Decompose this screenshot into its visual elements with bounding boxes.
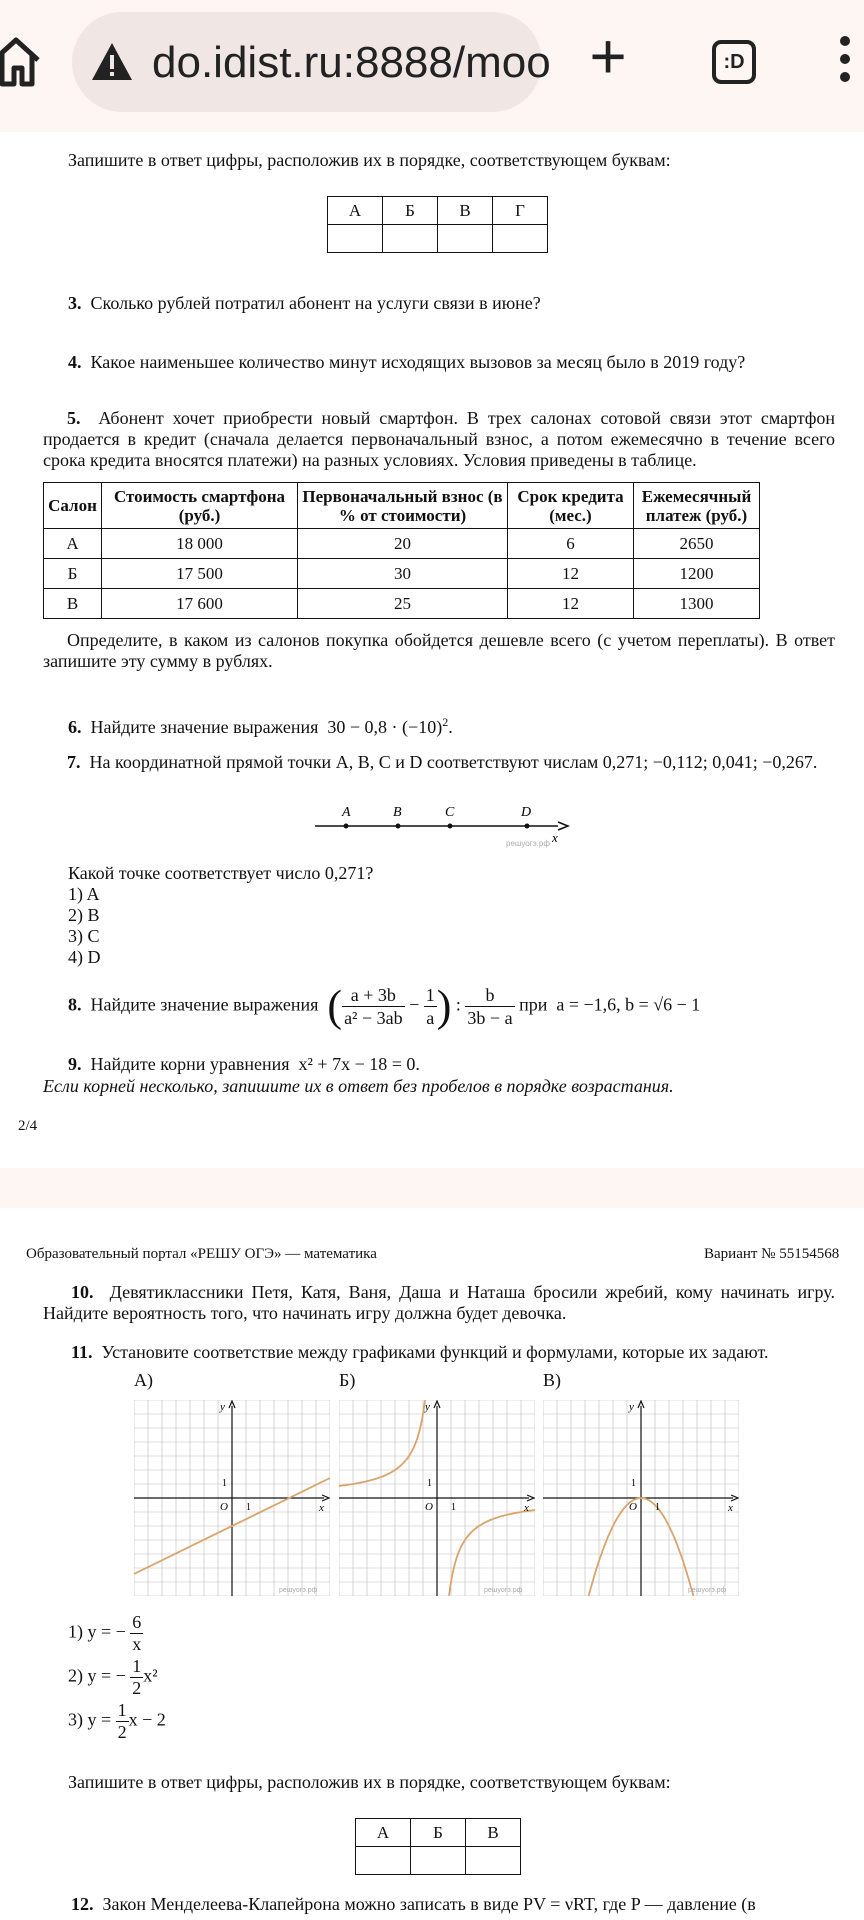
fraction-numerator: 1 (132, 1656, 142, 1676)
question-text: Закон Менделеева-Клапейрона можно записать в виде PV = νRT, где P — давление (в (102, 1894, 756, 1914)
url-text[interactable]: do.idist.ru:8888/moo (152, 38, 551, 87)
table-cell: 25 (298, 589, 508, 619)
table-header: Срок кредита (мес.) (508, 483, 634, 529)
fraction-denominator: a² − 3ab (344, 1008, 403, 1028)
condition-word: при (519, 994, 548, 1015)
table-header: Первоначальный взнос (в % от стоимости) (298, 483, 508, 529)
graph-c (543, 1400, 739, 1596)
point-label: B (393, 805, 402, 820)
answer-table-1 (327, 196, 548, 253)
origin-label: O (220, 1501, 228, 1513)
table-cell: 6 (508, 529, 634, 559)
question-7-prompt: Какой точке соответствует число 0,271? (68, 863, 374, 883)
table-cell: 1200 (634, 559, 760, 589)
table-cell: 12 (508, 559, 634, 589)
table-row (44, 559, 760, 589)
tab-switcher-button[interactable]: :D (712, 40, 756, 84)
table-cell: 2650 (634, 529, 760, 559)
fraction-denominator: 3b − a (467, 1008, 513, 1028)
answer-table-2-header: Б (411, 1819, 466, 1847)
question-7 (43, 752, 835, 773)
axis-y-label: y (220, 1401, 225, 1413)
tick-label: 1 (246, 1502, 251, 1513)
instruction-text: Запишите в ответ цифры, расположив их в порядке, соответствующем буквам: (68, 1772, 671, 1792)
warning-icon[interactable] (90, 40, 134, 84)
fraction-denominator: 2 (117, 1722, 127, 1742)
formula-prefix: 3) y = (68, 1709, 112, 1730)
question-number: 6. (68, 717, 82, 737)
expression: 30 − 0,8 · (−10) (327, 717, 443, 737)
question-text: Сколько рублей потратил абонент на услуги связи в июне? (90, 293, 541, 313)
answer-table-1-header: В (438, 197, 493, 225)
origin-label: O (425, 1501, 433, 1513)
fraction-denominator: a (426, 1008, 435, 1028)
axis-x-label: x (319, 1502, 324, 1514)
point-label: D (521, 805, 532, 820)
option-3: 3) C (68, 926, 100, 946)
answer-table-1-header: Г (493, 197, 548, 225)
question-number: 11. (71, 1342, 93, 1362)
option-4: 4) D (68, 947, 101, 967)
table-header: Стоимость смартфона (руб.) (102, 483, 298, 529)
address-bar[interactable] (72, 12, 551, 112)
table-cell: 30 (298, 559, 508, 589)
number-line (310, 800, 570, 850)
answer-cell (328, 225, 383, 253)
fraction-numerator: a + 3b (342, 984, 405, 1007)
graph-b (339, 1400, 535, 1596)
fraction-denominator: x (132, 1634, 142, 1654)
graph-label-a: А) (134, 1370, 153, 1390)
header-right: Вариант № 55154568 (704, 1246, 840, 1262)
table-cell: 17 600 (102, 589, 298, 619)
point-a (344, 824, 349, 829)
question-5-task: Определите, в каком из салонов покупка обойдется дешевле всего (с учетом переплаты). В ответ запишите эту сумму в рублях. (43, 630, 835, 671)
graph-curve (449, 1510, 535, 1596)
question-number: 12. (71, 1894, 94, 1914)
graph-label-b: Б) (339, 1370, 356, 1390)
question-9 (68, 1054, 420, 1075)
formula-prefix: 1) y = − (68, 1621, 126, 1642)
formula-1 (68, 1612, 143, 1655)
browser-toolbar (0, 0, 864, 132)
question-number: 9. (68, 1054, 82, 1074)
table-cell: 18 000 (102, 529, 298, 559)
table-cell: А (44, 529, 102, 559)
fraction-numerator: b (465, 984, 514, 1007)
axis-x-label: x (524, 1502, 529, 1514)
point-label: A (342, 805, 351, 820)
equation: x² + 7x − 18 = 0. (298, 1054, 420, 1074)
question-text: На координатной прямой точки A, B, C и D соответствуют числам 0,271; −0,112; 0,041; −0,267. (89, 752, 818, 772)
salon-table (43, 482, 760, 619)
graph-label-c: В) (543, 1370, 561, 1390)
question-11 (71, 1342, 769, 1363)
answer-cell (356, 1847, 411, 1875)
answer-cell (466, 1847, 521, 1875)
page-number: 2/4 (18, 1118, 38, 1134)
question-text: Найдите значение выражения (90, 994, 319, 1015)
answer-cell (493, 225, 548, 253)
table-cell: Б (44, 559, 102, 589)
table-cell: 20 (298, 529, 508, 559)
option-1: 1) A (68, 884, 100, 904)
table-cell: 1300 (634, 589, 760, 619)
question-10 (43, 1282, 835, 1324)
axis-y-label: y (425, 1401, 430, 1413)
fraction-numerator: 6 (132, 1612, 142, 1632)
graph-a (134, 1400, 330, 1596)
question-number: 7. (67, 752, 81, 772)
question-text: Какое наименьшее количество минут исходящих вызовов за месяц было в 2019 году? (90, 352, 746, 372)
formula-3 (68, 1700, 166, 1743)
new-tab-plus-icon[interactable]: + (589, 20, 627, 92)
point-b (396, 824, 401, 829)
question-9-note: Если корней несколько, запишите их в ответ без пробелов в порядке возрастания. (43, 1076, 674, 1096)
fraction-denominator: 2 (132, 1678, 142, 1698)
watermark: решуогэ.рф (506, 839, 550, 848)
answer-cell (411, 1847, 466, 1875)
answer-table-2-header: В (466, 1819, 521, 1847)
formula-suffix: x² (143, 1665, 158, 1686)
answer-cell (438, 225, 493, 253)
graph-curve (339, 1400, 425, 1486)
question-number: 4. (68, 352, 82, 372)
option-2: 2) B (68, 905, 100, 925)
watermark: решуогэ.рф (279, 1587, 318, 1594)
question-3 (68, 293, 541, 314)
page-separator (0, 1168, 864, 1208)
question-6 (68, 712, 453, 738)
origin-label: O (629, 1501, 637, 1513)
question-number: 10. (71, 1282, 94, 1302)
table-header: Ежемесячный платеж (руб.) (634, 483, 760, 529)
question-text: Найдите корни уравнения (90, 1054, 290, 1074)
expression-exponent: 2 (442, 715, 449, 729)
fraction-numerator: 1 (117, 1700, 127, 1720)
question-text: Абонент хочет приобрести новый смартфон. В трех салонах сотовой связи этот смартфон продается в кредит (сначала делается первоначальный взнос, а потом ежемесячно в течение всего срока кредита вносятся платежи) на разных условиях. Условия приведены в таблице. (43, 408, 835, 470)
table-cell: 17 500 (102, 559, 298, 589)
formula-2 (68, 1656, 158, 1699)
question-4 (68, 352, 745, 373)
formula-prefix: 2) y = − (68, 1665, 126, 1686)
table-cell: В (44, 589, 102, 619)
question-text: Найдите значение выражения (90, 717, 319, 737)
answer-table-1-header: Б (383, 197, 438, 225)
watermark: решуогэ.рф (688, 1587, 727, 1594)
tick-label: 1 (631, 1478, 636, 1489)
table-row (44, 529, 760, 559)
question-12 (71, 1894, 756, 1915)
question-text: Установите соответствие между графиками функций и формулами, которые их задают. (101, 1342, 769, 1362)
watermark: решуогэ.рф (484, 1587, 523, 1594)
axis-label: x (552, 830, 558, 845)
expression-end: . (448, 717, 453, 737)
axis-y-label: y (629, 1401, 634, 1413)
tick-label: 1 (222, 1478, 227, 1489)
question-text: Девятиклассники Петя, Катя, Ваня, Даша и Наташа бросили жребий, кому начинать игру. Найдите вероятность того, что начинать игру должна будет девочка. (43, 1282, 836, 1323)
fraction-numerator: 1 (425, 985, 435, 1005)
table-row (44, 589, 760, 619)
question-number: 5. (67, 408, 81, 428)
point-d (525, 824, 530, 829)
question-number: 3. (68, 293, 82, 313)
answer-table-2-header: А (356, 1819, 411, 1847)
instruction-text: Запишите в ответ цифры, расположив их в порядке, соответствующем буквам: (68, 150, 671, 170)
more-menu-icon[interactable] (840, 36, 852, 88)
point-c (448, 824, 453, 829)
tick-label: 1 (427, 1478, 432, 1489)
question-8: 8. Найдите значение выражения ( $\frac{a + 3b}{\text{a² − 3ab}}$ − $\frac{1}{a}$ ) : $\frac{b}{3b - a}$ при a = −1,6, b = √6 − 1 (68, 981, 701, 1031)
answer-cell (383, 225, 438, 253)
tick-label: 1 (451, 1502, 456, 1513)
table-header: Салон (44, 483, 102, 529)
answer-table-2 (355, 1818, 521, 1875)
axis-x-label: x (728, 1502, 733, 1514)
tick-label: 1 (655, 1502, 660, 1513)
table-cell: 12 (508, 589, 634, 619)
point-label: C (445, 805, 455, 820)
question-5 (43, 408, 835, 471)
condition: a = −1,6, b = √6 − 1 (556, 994, 701, 1015)
answer-table-1-header: А (328, 197, 383, 225)
home-icon[interactable] (0, 30, 40, 90)
header-left: Образовательный портал «РЕШУ ОГЭ» — математика (26, 1246, 377, 1262)
question-number: 8. (68, 994, 82, 1015)
formula-suffix: x − 2 (128, 1709, 166, 1730)
